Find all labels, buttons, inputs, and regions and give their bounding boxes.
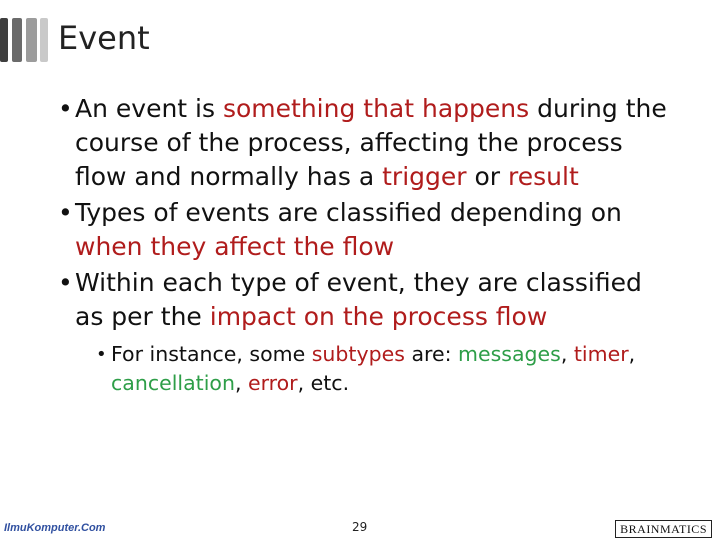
bullet-2: • Types of events are classified depending on when they affect the flow: [58, 198, 622, 261]
sub-bullet-dot-icon: •: [96, 344, 107, 365]
sub-bullet: • For instance, some subtypes are: messages, timer, cancellation, error, etc.: [96, 342, 636, 395]
page-number: 29: [352, 520, 368, 534]
bullet-dot-icon: •: [58, 268, 73, 297]
bullet-dot-icon: •: [58, 94, 73, 123]
slide-title: Event: [58, 19, 150, 57]
brand-logo: BRAINMATICS: [615, 520, 712, 538]
bullet-dot-icon: •: [58, 198, 73, 227]
bullet-1: • An event is something that happens during the course of the process, affecting the process flow and normally has a trigger or result: [58, 94, 667, 191]
bullet-3: • Within each type of event, they are classified as per the impact on the process flow: [58, 268, 642, 331]
title-decoration-bars: [0, 18, 50, 62]
watermark-logo: IlmuKomputer.Com: [4, 522, 106, 534]
slide-content: [28, 92, 678, 419]
